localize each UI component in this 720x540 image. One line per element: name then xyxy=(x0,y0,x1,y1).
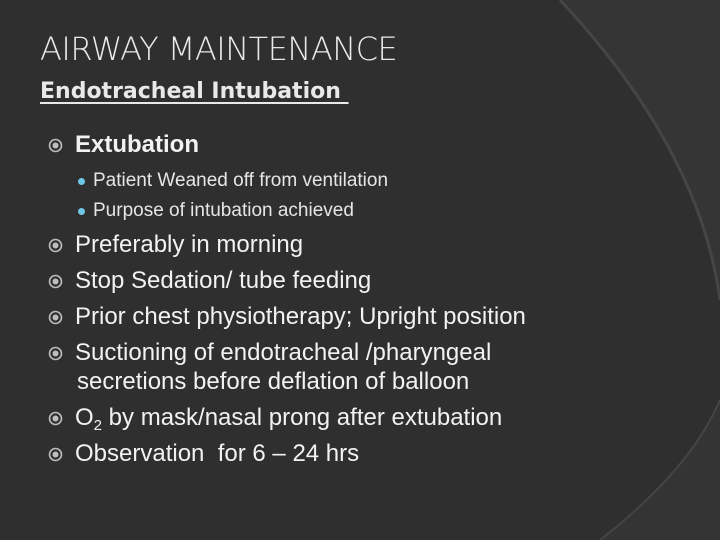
formula-subscript: 2 xyxy=(93,417,103,434)
formula-prefix: O xyxy=(75,404,94,431)
bullet-text: Stop Sedation/ tube feeding xyxy=(75,267,372,294)
bullet-text-rest: by mask/nasal prong after extubation xyxy=(102,404,503,431)
bullet-item xyxy=(48,338,688,396)
sub-bullet-item xyxy=(78,196,688,226)
bullet-text-line: secretions before deflation of balloon xyxy=(77,368,470,395)
circled-dot-icon xyxy=(48,439,75,468)
bullet-item xyxy=(48,439,688,468)
circled-dot-icon xyxy=(48,403,75,432)
bullet-text: Prior chest physiotherapy; Upright position xyxy=(75,303,526,330)
bullet-text: Preferably in morning xyxy=(75,231,304,258)
bullet-text: Observation for 6 – 24 hrs xyxy=(75,440,360,467)
bullet-item xyxy=(48,230,688,259)
bullet-text: Extubation xyxy=(75,131,199,158)
bullet-text-line: Suctioning of endotracheal /pharyngeal xyxy=(75,339,492,366)
sub-bullet-text: Patient Weaned off from ventilation xyxy=(93,170,389,191)
slide-title: AIRWAY MAINTENANCE xyxy=(40,30,398,68)
bullet-item xyxy=(48,130,688,226)
bullet-text xyxy=(75,338,688,396)
bullet-item xyxy=(48,403,688,432)
circled-dot-icon xyxy=(48,302,75,331)
sub-bullet-list xyxy=(48,166,688,226)
filled-dot-icon xyxy=(78,208,85,215)
sub-bullet-text: Purpose of intubation achieved xyxy=(93,200,354,221)
slide-subtitle: Endotracheal Intubation xyxy=(40,79,349,104)
filled-dot-icon xyxy=(78,178,85,185)
sub-bullet-item xyxy=(78,166,688,196)
bullet-item xyxy=(48,302,688,331)
circled-dot-icon xyxy=(48,266,75,295)
bullet-list xyxy=(48,130,688,475)
bullet-item xyxy=(48,266,688,295)
circled-dot-icon xyxy=(48,130,75,159)
bullet-text xyxy=(75,403,688,432)
circled-dot-icon xyxy=(48,338,75,367)
circled-dot-icon xyxy=(48,230,75,259)
